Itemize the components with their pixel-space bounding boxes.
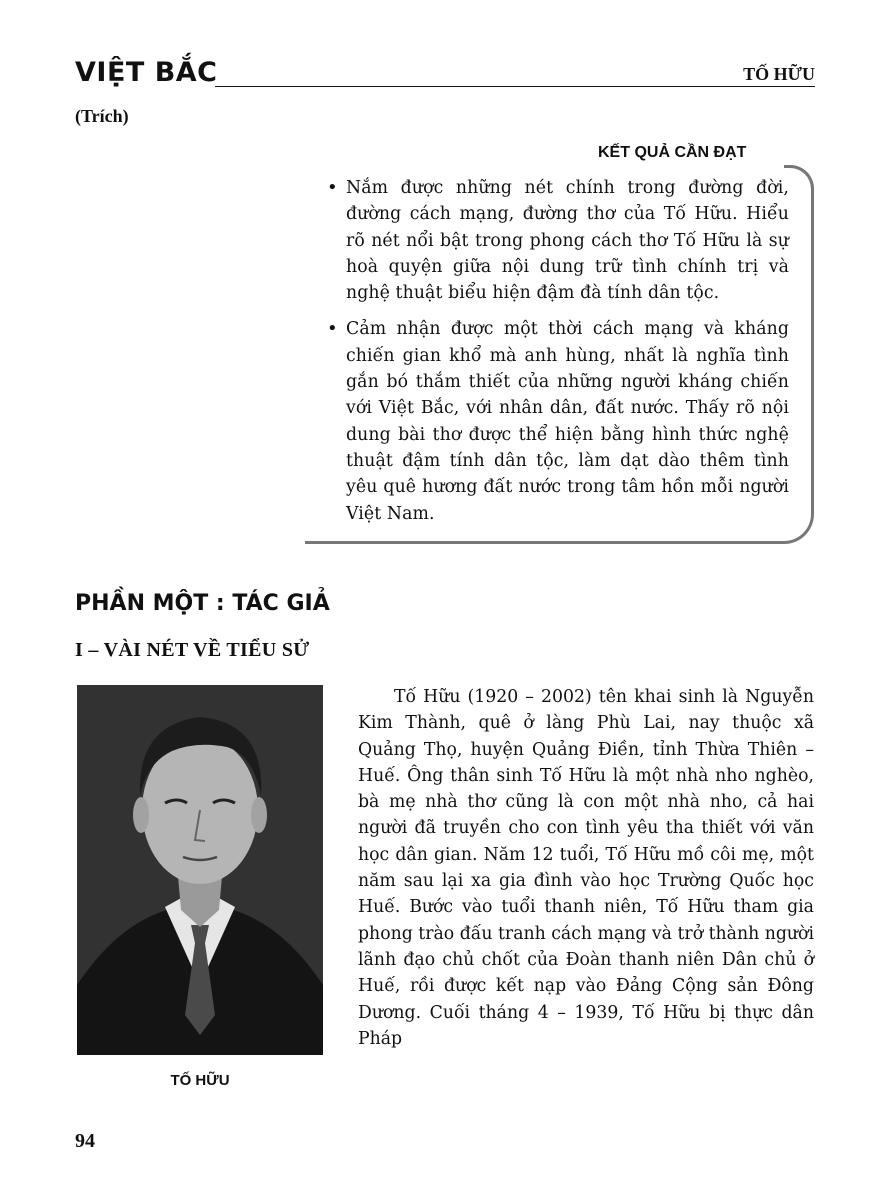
biography-paragraph: Tố Hữu (1920 – 2002) tên khai sinh là Nguyễn Kim Thành, quê ở làng Phù Lai, nay thuộc xã Quảng Thọ, huyện Quảng Điền, tỉnh Thừa Thiên – Huế. Ông thân sinh Tố Hữu là một nhà nho nghèo, bà mẹ nhà thơ cũng là con một nhà nho, cả hai người đã truyền cho con tình yêu tha thiết với văn học dân gian. Năm 12 tuổi, Tố Hữu mồ côi mẹ, một năm sau lại xa gia đình vào học Trường Quốc học Huế. Bước vào tuổi thanh niên, Tố Hữu tham gia phong trào đấu tranh cách mạng và trở thành người lãnh đạo chủ chốt của Đoàn thanh niên Dân chủ ở Huế, rồi được kết nạp vào Đảng Cộng sản Đông Dương. Cuối tháng 4 – 1939, Tố Hữu bị thực dân Pháp [358,687,814,1049]
header-rule [215,86,815,87]
excerpt-note: (Trích) [75,106,129,126]
goal-item: • Cảm nhận được một thời cách mạng và kháng chiến gian khổ mà anh hùng, nhất là nghĩa tình gắn bó thắm thiết của những người kháng chiến với Việt Bắc, với nhân dân, đất nước. Thấy rõ nội dung bài thơ được thể hiện bằng hình thức nghệ thuật đậm tính dân tộc, làm dạt dào thêm tình yêu quê hương đất nước trong tâm hồn mỗi người Việt Nam. [327,316,789,526]
section-heading: I – VÀI NÉT VỀ TIỂU SỬ [75,639,310,661]
author-portrait [77,685,323,1055]
goals-box [305,165,814,544]
lesson-title: VIỆT BẮC [75,57,218,88]
page-header [75,56,815,90]
part-heading: PHẦN MỘT : TÁC GIẢ [75,591,330,616]
goals-list [327,175,789,537]
author-name: TỐ HỮU [737,64,815,85]
page-number: 94 [75,1130,95,1152]
goal-item: • Nắm được những nét chính trong đường đời, đường cách mạng, đường thơ của Tố Hữu. Hiểu rõ nét nổi bật trong phong cách thơ Tố Hữu là sự hoà quyện giữa nội dung trữ tình chính trị và nghệ thuật biểu hiện đậm đà tính dân tộc. [327,175,789,306]
photo-caption: TỐ HỮU [170,1072,230,1089]
goals-title: KẾT QUẢ CẦN ĐẠT [598,144,747,161]
